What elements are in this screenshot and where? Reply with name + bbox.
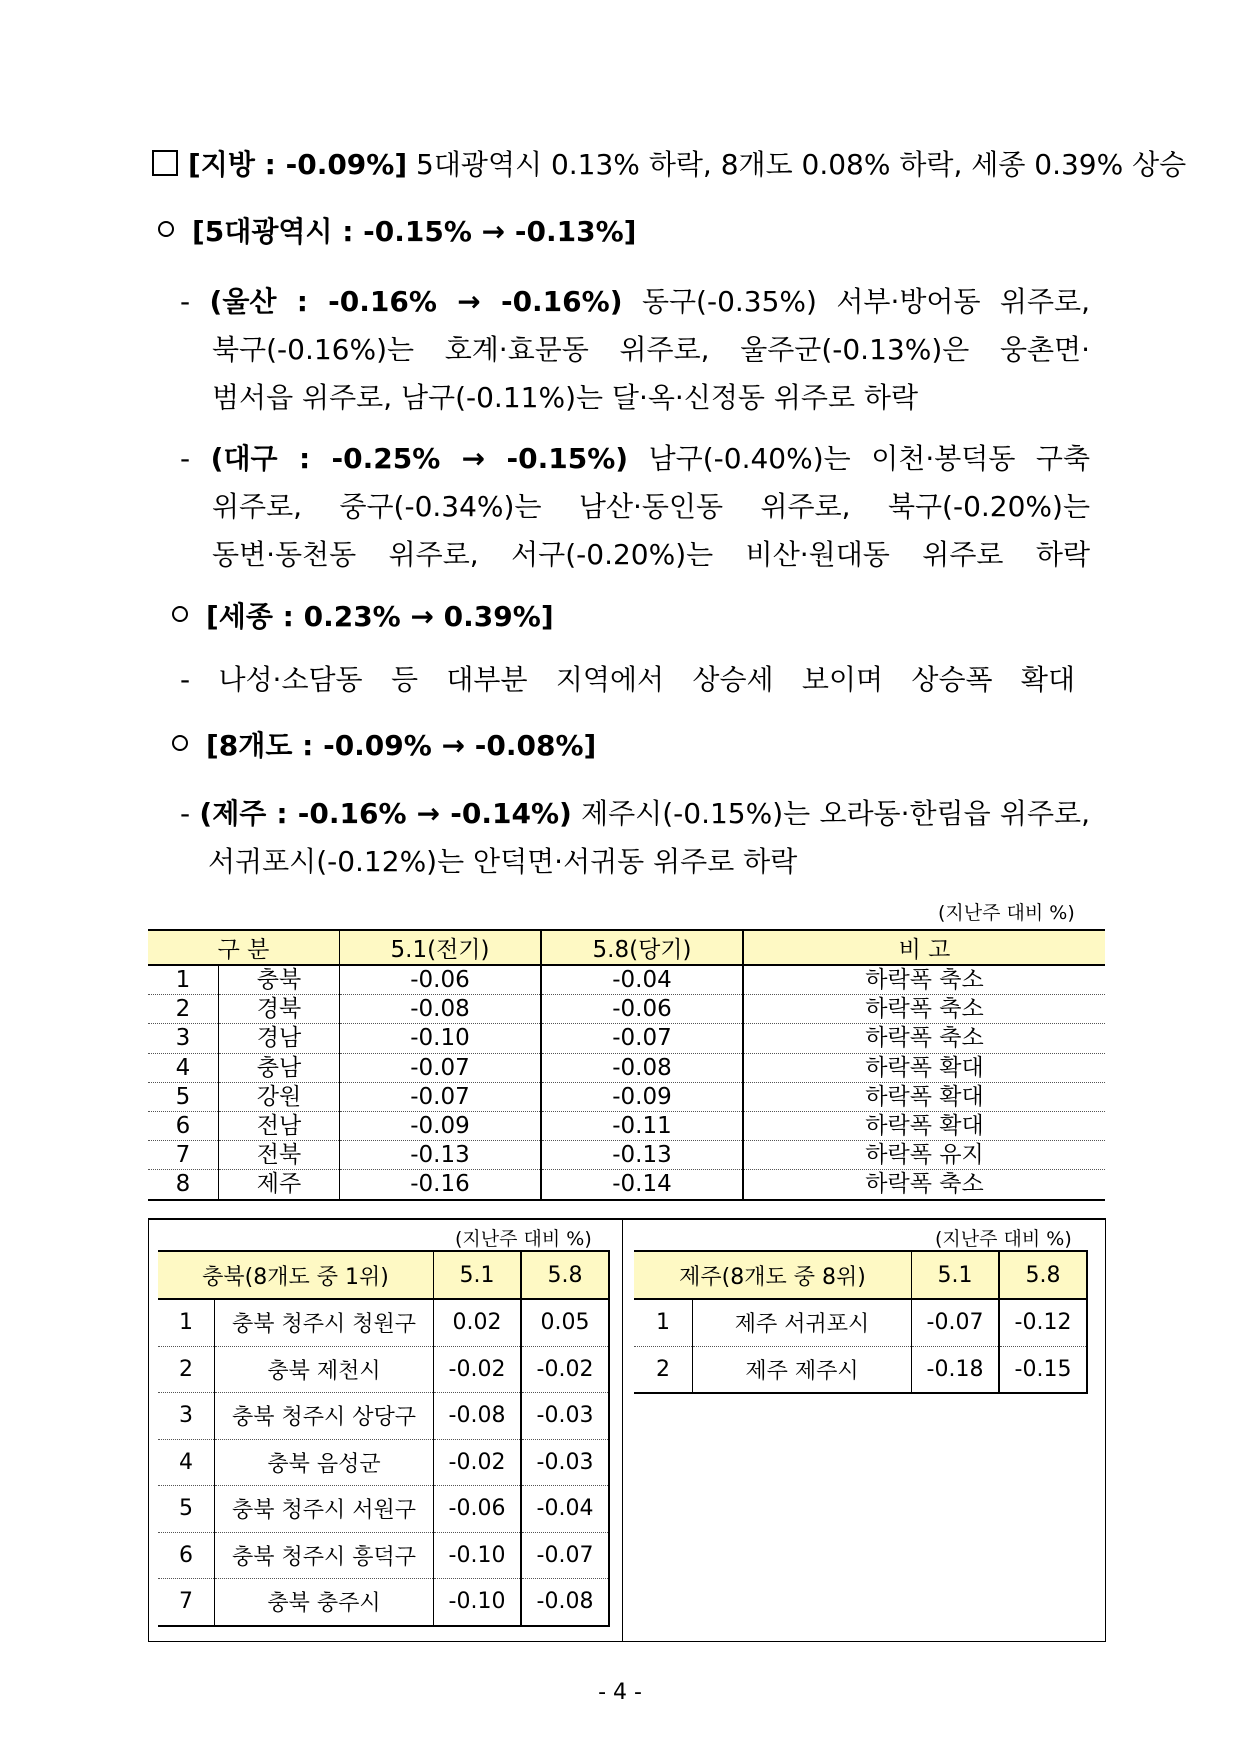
row-cur: -0.04 — [521, 1486, 609, 1533]
row-prev: -0.06 — [340, 965, 542, 995]
jeju-dash: - — [180, 797, 200, 830]
metro-heading — [158, 212, 636, 252]
header-note: 비 고 — [743, 930, 1105, 965]
row-name: 제주 서귀포시 — [693, 1299, 912, 1346]
header-prev: 5.1(전기) — [340, 930, 542, 965]
sejong-title: [세종 : 0.23% → 0.39%] — [206, 600, 554, 633]
row-cur: -0.03 — [521, 1439, 609, 1486]
row-rank: 2 — [634, 1346, 693, 1393]
row-note: 하락폭 축소 — [743, 1170, 1105, 1200]
row-note: 하락폭 유지 — [743, 1141, 1105, 1170]
jibang-summary: 5대광역시 0.13% 하락, 8개도 0.08% 하락, 세종 0.39% 상승 — [407, 148, 1187, 181]
row-cur: -0.15 — [999, 1346, 1087, 1393]
sub-left-unit: (지난주 대비 %) — [455, 1228, 592, 1250]
row-prev: -0.10 — [434, 1579, 522, 1626]
row-note: 하락폭 축소 — [743, 1024, 1105, 1053]
row-prev: -0.08 — [434, 1393, 522, 1440]
table-row — [148, 965, 1105, 995]
table-row — [148, 1082, 1105, 1111]
ulsan-text-1: 동구(-0.35%) 서부·방어동 위주로, — [622, 285, 1090, 318]
table-header-row — [634, 1251, 1087, 1299]
row-cur: -0.08 — [521, 1579, 609, 1626]
sub-tables-divider — [622, 1218, 623, 1641]
row-prev: -0.07 — [340, 1082, 542, 1111]
row-region: 전남 — [219, 1111, 340, 1140]
provinces-title: [8개도 : -0.09% → -0.08%] — [206, 729, 597, 762]
row-cur: -0.02 — [521, 1346, 609, 1393]
row-cur: -0.11 — [541, 1111, 743, 1140]
daegu-text-1: 남구(-0.40%)는 이천·봉덕동 구축 — [628, 442, 1090, 475]
sub-right-header-prev: 5.1 — [912, 1251, 1000, 1299]
row-name: 충북 청주시 서원구 — [215, 1486, 434, 1533]
row-rank: 3 — [158, 1393, 215, 1440]
row-name: 충북 충주시 — [215, 1579, 434, 1626]
ulsan-head: (울산 : -0.16% → -0.16%) — [209, 285, 623, 318]
table-row — [148, 995, 1105, 1024]
ulsan-dash: - — [180, 285, 210, 318]
daegu-line-1 — [180, 439, 1090, 479]
daegu-line-2: 위주로, 중구(-0.34%)는 남산·동인동 위주로, 북구(-0.20%)는 — [212, 490, 1090, 523]
row-region: 충북 — [219, 965, 340, 995]
row-cur: -0.08 — [541, 1053, 743, 1082]
table-row — [158, 1346, 609, 1393]
row-cur: -0.09 — [541, 1082, 743, 1111]
row-prev: -0.16 — [340, 1170, 542, 1200]
row-rank: 6 — [148, 1111, 219, 1140]
jeju-line-2: 서귀포시(-0.12%)는 안덕면·서귀동 위주로 하락 — [208, 845, 798, 878]
row-prev: 0.02 — [434, 1299, 522, 1346]
daegu-head: (대구 : -0.25% → -0.15%) — [210, 442, 629, 475]
row-rank: 6 — [158, 1532, 215, 1579]
table-row — [634, 1346, 1087, 1393]
chungbuk-detail-table — [158, 1250, 610, 1627]
circle-bullet-icon — [172, 606, 188, 622]
row-rank: 5 — [148, 1082, 219, 1111]
table-row — [158, 1532, 609, 1579]
row-rank: 2 — [148, 995, 219, 1024]
row-rank: 1 — [148, 965, 219, 995]
ulsan-line-2: 북구(-0.16%)는 호계·효문동 위주로, 울주군(-0.13%)은 웅촌면· — [212, 333, 1090, 366]
row-prev: -0.06 — [434, 1486, 522, 1533]
row-prev: -0.02 — [434, 1439, 522, 1486]
row-name: 충북 음성군 — [215, 1439, 434, 1486]
jeju-head: (제주 : -0.16% → -0.14%) — [199, 797, 572, 830]
province-ranking-table — [148, 929, 1105, 1201]
table-row — [148, 1170, 1105, 1200]
row-cur: -0.03 — [521, 1393, 609, 1440]
row-region: 충남 — [219, 1053, 340, 1082]
daegu-line-3: 동변·동천동 위주로, 서구(-0.20%)는 비산·원대동 위주로 하락 — [212, 538, 1090, 571]
row-prev: -0.02 — [434, 1346, 522, 1393]
row-note: 하락폭 축소 — [743, 995, 1105, 1024]
jeju-line-1 — [180, 794, 1090, 834]
row-prev: -0.08 — [340, 995, 542, 1024]
row-prev: -0.10 — [340, 1024, 542, 1053]
table-row — [158, 1393, 609, 1440]
jeju-detail-table — [634, 1250, 1088, 1394]
row-cur: -0.13 — [541, 1141, 743, 1170]
row-cur: -0.04 — [541, 965, 743, 995]
table-header-row — [158, 1251, 609, 1299]
row-prev: -0.10 — [434, 1532, 522, 1579]
jibang-title: [지방 : -0.09%] — [188, 148, 408, 181]
table-row — [148, 1053, 1105, 1082]
sub-right-unit: (지난주 대비 %) — [935, 1228, 1072, 1250]
row-region: 강원 — [219, 1082, 340, 1111]
jibang-line — [152, 145, 1186, 185]
table-row — [634, 1299, 1087, 1346]
header-category: 구 분 — [148, 930, 340, 965]
row-cur: -0.07 — [541, 1024, 743, 1053]
ulsan-line-3: 범서읍 위주로, 남구(-0.11%)는 달·옥·신정동 위주로 하락 — [212, 381, 919, 414]
row-cur: 0.05 — [521, 1299, 609, 1346]
row-name: 충북 청주시 상당구 — [215, 1393, 434, 1440]
table-row — [158, 1486, 609, 1533]
daegu-dash: - — [180, 442, 211, 475]
metro-title: [5대광역시 : -0.15% → -0.13%] — [192, 215, 637, 248]
row-name: 충북 제천시 — [215, 1346, 434, 1393]
row-prev: -0.07 — [340, 1053, 542, 1082]
sub-right-header-name: 제주(8개도 중 8위) — [634, 1251, 912, 1299]
row-name: 충북 청주시 흥덕구 — [215, 1532, 434, 1579]
row-cur: -0.14 — [541, 1170, 743, 1200]
row-note: 하락폭 확대 — [743, 1053, 1105, 1082]
main-table-unit: (지난주 대비 %) — [938, 902, 1075, 924]
sub-right-header-cur: 5.8 — [999, 1251, 1087, 1299]
table-row — [148, 1141, 1105, 1170]
row-name: 충북 청주시 청원구 — [215, 1299, 434, 1346]
sub-left-header-cur: 5.8 — [521, 1251, 609, 1299]
row-note: 하락폭 축소 — [743, 965, 1105, 995]
checkbox-square-icon — [152, 150, 178, 176]
row-region: 제주 — [219, 1170, 340, 1200]
sejong-line-1: - 나성·소담동 등 대부분 지역에서 상승세 보이며 상승폭 확대 — [180, 663, 1075, 696]
row-rank: 2 — [158, 1346, 215, 1393]
row-prev: -0.09 — [340, 1111, 542, 1140]
table-row — [158, 1299, 609, 1346]
table-header-row — [148, 930, 1105, 965]
table-row — [158, 1439, 609, 1486]
row-prev: -0.13 — [340, 1141, 542, 1170]
row-rank: 1 — [158, 1299, 215, 1346]
row-note: 하락폭 확대 — [743, 1082, 1105, 1111]
row-rank: 1 — [634, 1299, 693, 1346]
sub-left-header-name: 충북(8개도 중 1위) — [158, 1251, 434, 1299]
header-cur: 5.8(당기) — [541, 930, 743, 965]
row-rank: 4 — [148, 1053, 219, 1082]
row-cur: -0.12 — [999, 1299, 1087, 1346]
provinces-heading — [172, 726, 596, 766]
sub-left-header-prev: 5.1 — [434, 1251, 522, 1299]
row-cur: -0.07 — [521, 1532, 609, 1579]
sejong-heading — [172, 597, 554, 637]
row-note: 하락폭 확대 — [743, 1111, 1105, 1140]
circle-bullet-icon — [158, 221, 174, 237]
row-cur: -0.06 — [541, 995, 743, 1024]
row-name: 제주 제주시 — [693, 1346, 912, 1393]
jeju-text-1: 제주시(-0.15%)는 오라동·한림읍 위주로, — [571, 797, 1090, 830]
table-row — [148, 1111, 1105, 1140]
row-region: 전북 — [219, 1141, 340, 1170]
row-region: 경남 — [219, 1024, 340, 1053]
row-prev: -0.18 — [912, 1346, 1000, 1393]
row-prev: -0.07 — [912, 1299, 1000, 1346]
row-rank: 5 — [158, 1486, 215, 1533]
row-rank: 8 — [148, 1170, 219, 1200]
page-number: - 4 - — [598, 1680, 642, 1705]
circle-bullet-icon — [172, 735, 188, 751]
row-region: 경북 — [219, 995, 340, 1024]
row-rank: 4 — [158, 1439, 215, 1486]
ulsan-line-1 — [180, 282, 1090, 322]
row-rank: 7 — [148, 1141, 219, 1170]
row-rank: 7 — [158, 1579, 215, 1626]
table-row — [148, 1024, 1105, 1053]
table-row — [158, 1579, 609, 1626]
row-rank: 3 — [148, 1024, 219, 1053]
